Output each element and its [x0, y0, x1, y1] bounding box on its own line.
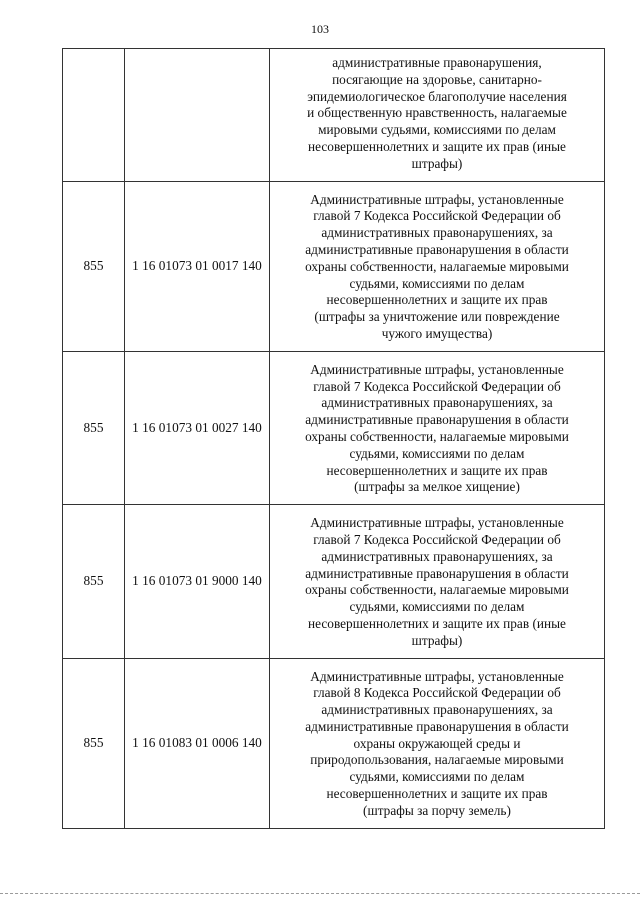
description-line: штрафы): [411, 155, 463, 171]
description-line: Административные штрафы, установленные: [310, 191, 564, 207]
description-cell: [270, 181, 605, 351]
description-line: административные правонарушения в области: [305, 718, 569, 734]
table-row: [63, 658, 605, 828]
budget-code-cell: [125, 49, 270, 182]
description-cell: [270, 505, 605, 658]
description-cell: [270, 351, 605, 504]
description-line: (штрафы за уничтожение или повреждение: [314, 309, 560, 325]
description-line: охраны собственности, налагаемые мировыми: [305, 582, 569, 598]
description-line: главой 7 Кодекса Российской Федерации об: [313, 378, 561, 394]
description-line: несовершеннолетних и защите их прав (иные: [308, 615, 566, 631]
description-line: административные правонарушения в области: [305, 241, 569, 257]
description-line: посягающие на здоровье, санитарно-: [332, 71, 542, 87]
description-line: несовершеннолетних и защите их прав (иные: [308, 138, 566, 154]
budget-code-cell: 1 16 01073 01 0027 140: [125, 351, 270, 504]
budget-codes-table: [62, 48, 605, 829]
description-line: несовершеннолетних и защите их прав: [326, 292, 548, 308]
description-line: главой 8 Кодекса Российской Федерации об: [313, 685, 561, 701]
description-line: эпидемиологическое благополучие населения: [307, 88, 567, 104]
description-line: административных правонарушениях, за: [321, 395, 553, 411]
admin-code-cell: 855: [63, 658, 125, 828]
admin-code-cell: 855: [63, 181, 125, 351]
description-line: административные правонарушения в области: [305, 565, 569, 581]
description-line: Административные штрафы, установленные: [310, 515, 564, 531]
description-line: природопользования, налагаемые мировыми: [310, 752, 564, 768]
page-number: 103: [311, 22, 329, 36]
description-line: административные правонарушения,: [332, 55, 542, 70]
description-line: Административные штрафы, установленные: [310, 361, 564, 377]
description-cell: [270, 49, 605, 182]
description-line: административных правонарушениях, за: [321, 225, 553, 241]
description-line: несовершеннолетних и защите их прав: [326, 786, 548, 802]
description-line: судьями, комиссиями по делам: [349, 599, 525, 615]
description-line: мировыми судьями, комиссиями по делам: [318, 122, 556, 138]
table-body: [63, 49, 605, 829]
description-line: Административные штрафы, установленные: [310, 668, 564, 684]
description-line: и общественную нравственность, налагаемые: [307, 105, 567, 121]
budget-code-cell: 1 16 01083 01 0006 140: [125, 658, 270, 828]
description-line: судьями, комиссиями по делам: [349, 445, 525, 461]
description-line: административные правонарушения в области: [305, 412, 569, 428]
bottom-divider: [0, 893, 640, 894]
description-line: главой 7 Кодекса Российской Федерации об: [313, 531, 561, 547]
admin-code-cell: 855: [63, 505, 125, 658]
description-line: охраны собственности, налагаемые мировыми: [305, 428, 569, 444]
description-cell: [270, 658, 605, 828]
budget-code-cell: 1 16 01073 01 0017 140: [125, 181, 270, 351]
description-line: главой 7 Кодекса Российской Федерации об: [313, 208, 561, 224]
table-row: [63, 181, 605, 351]
description-line: судьями, комиссиями по делам: [349, 275, 525, 291]
table-row: [63, 49, 605, 182]
description-line: штрафы): [411, 632, 463, 648]
table-row: [63, 351, 605, 504]
table-row: [63, 505, 605, 658]
description-line: (штрафы за порчу земель): [363, 802, 511, 818]
description-line: (штрафы за мелкое хищение): [354, 479, 520, 495]
description-line: административных правонарушениях, за: [321, 702, 553, 718]
description-line: судьями, комиссиями по делам: [349, 769, 525, 785]
admin-code-cell: [63, 49, 125, 182]
description-line: административных правонарушениях, за: [321, 548, 553, 564]
budget-code-cell: 1 16 01073 01 9000 140: [125, 505, 270, 658]
admin-code-cell: 855: [63, 351, 125, 504]
description-line: чужого имущества): [381, 325, 493, 341]
description-line: охраны собственности, налагаемые мировыми: [305, 258, 569, 274]
description-line: несовершеннолетних и защите их прав: [326, 462, 548, 478]
description-line: охраны окружающей среды и: [353, 735, 521, 751]
